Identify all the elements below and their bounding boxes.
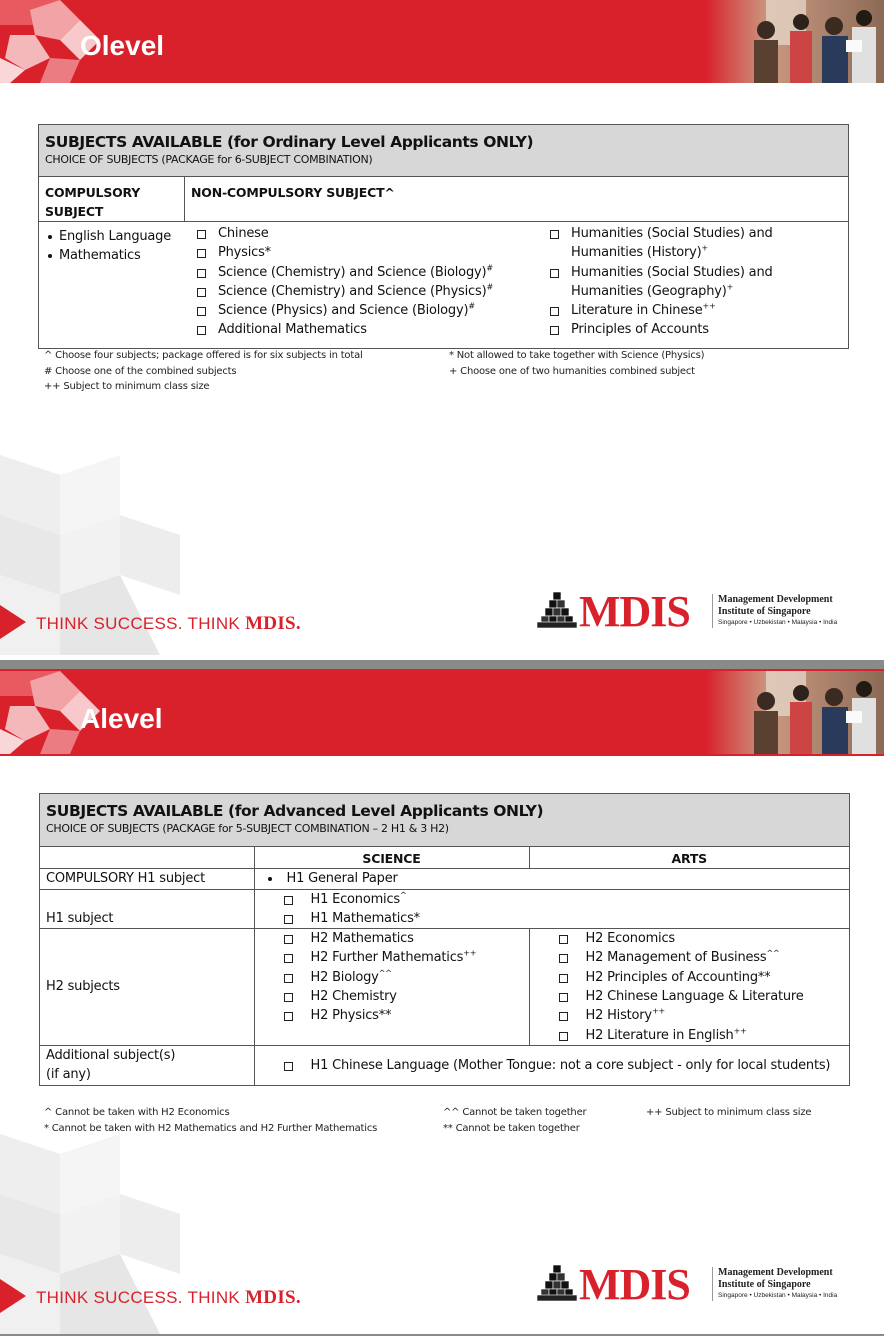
checkbox-item: Science (Chemistry) and Science (Biology)# — [196, 263, 493, 282]
checkbox-item: Humanities (Social Studies) and Humanities (History)+ — [549, 224, 773, 263]
footnote: ^^ Cannot be taken together — [443, 1107, 587, 1118]
additional-cell — [254, 1045, 849, 1084]
alevel-subjects-panel — [39, 793, 850, 1086]
column-divider — [184, 177, 185, 221]
banner-title: Alevel — [80, 703, 163, 734]
footnote: ** Cannot be taken together — [443, 1122, 580, 1134]
checkbox-item: Additional Mathematics — [196, 320, 493, 339]
olevel-slide — [0, 0, 884, 660]
panel-title: SUBJECTS AVAILABLE (for Advanced Level Applicants ONLY) — [46, 802, 544, 820]
panel-subtitle: CHOICE OF SUBJECTS (PACKAGE for 6-SUBJECT COMBINATION) — [45, 153, 373, 166]
row-label: Additional subject(s) (if any) — [40, 1045, 254, 1084]
alevel-slide — [0, 669, 884, 1334]
olevel-subject-grid — [39, 177, 848, 348]
mdis-logo — [537, 1260, 857, 1309]
footnote: ++ Subject to minimum class size — [646, 1107, 812, 1118]
alevel-notes-col1 — [44, 1105, 377, 1136]
table-row — [40, 869, 849, 889]
checkbox-item: H2 Further Mathematics++ — [261, 948, 523, 967]
footnote: * Cannot be taken with H2 Mathematics and H2 Further Mathematics — [44, 1122, 378, 1134]
checkbox-item: Science (Chemistry) and Science (Physics)# — [196, 282, 493, 301]
slogan — [0, 605, 360, 639]
olevel-notes-right — [449, 348, 704, 379]
checkbox-item: H2 Chinese Language & Literature — [536, 987, 844, 1006]
students-photo — [706, 0, 884, 83]
checkbox-item: Humanities (Social Studies) and Humanities (Geography)+ — [549, 263, 773, 302]
footnote: ^ Cannot be taken with H2 Economics — [44, 1107, 230, 1118]
alevel-notes-col3 — [646, 1105, 811, 1121]
table-row — [40, 1045, 849, 1084]
arts-header: ARTS — [529, 847, 849, 869]
checkbox-item: H2 Chemistry — [261, 987, 523, 1006]
checkbox-item: H2 History++ — [536, 1006, 844, 1025]
h2-science-cell — [254, 929, 529, 1046]
arrow-icon — [0, 605, 26, 639]
logo-fullname: Management Development Institute of Singapore — [718, 594, 833, 617]
h1-cell — [254, 889, 849, 929]
list-item: English Language — [47, 227, 171, 246]
list-item: Mathematics — [47, 246, 171, 265]
students-photo — [706, 669, 884, 756]
row-label: H1 subject — [40, 889, 254, 929]
olevel-notes-left — [44, 348, 363, 395]
science-header: SCIENCE — [254, 847, 529, 869]
logo-divider — [712, 594, 713, 628]
logo-divider — [712, 1267, 713, 1301]
panel-header — [39, 125, 848, 177]
compulsory-cell — [254, 869, 849, 889]
cubes-logo-icon — [537, 1265, 577, 1303]
checkbox-item: Physics* — [196, 243, 493, 262]
table-row — [40, 889, 849, 929]
panel-title: SUBJECTS AVAILABLE (for Ordinary Level Applicants ONLY) — [45, 133, 534, 151]
logo-countries: Singapore • Uzbekistan • Malaysia • India — [718, 619, 838, 626]
footnote: ^ Choose four subjects; package offered is for six subjects in total — [44, 350, 363, 361]
checkbox-item: H1 Mathematics* — [261, 909, 844, 928]
footnote: ++ Subject to minimum class size — [44, 381, 210, 392]
list-item: H1 General Paper — [261, 869, 844, 888]
slogan-text: THINK SUCCESS. THINK MDIS. — [36, 1287, 301, 1308]
row-divider — [39, 221, 848, 222]
checkbox-item: Science (Physics) and Science (Biology)# — [196, 301, 493, 320]
compulsory-header: COMPULSORY SUBJECT — [45, 185, 141, 219]
footnote: + Choose one of two humanities combined subject — [449, 365, 695, 377]
logo-wordmark: MDIS — [579, 1260, 690, 1309]
checkbox-item: H1 Chinese Language (Mother Tongue: not a core subject - only for local students) — [261, 1056, 844, 1075]
alevel-banner — [0, 669, 884, 756]
alevel-subject-table — [40, 846, 849, 1085]
checkbox-item: Chinese — [196, 224, 493, 243]
mdis-logo — [537, 587, 857, 636]
olevel-subjects-panel — [38, 124, 849, 349]
checkbox-item: H1 Economics^ — [261, 890, 844, 909]
checkbox-item: H2 Literature in English++ — [536, 1026, 844, 1045]
table-header-row — [40, 847, 849, 869]
table-row — [40, 929, 849, 1046]
compulsory-list — [47, 227, 171, 266]
olevel-banner — [0, 0, 884, 83]
checkbox-item: Literature in Chinese++ — [549, 301, 773, 320]
cubes-logo-icon — [537, 592, 577, 630]
checkbox-item: H2 Economics — [536, 929, 844, 948]
checkbox-item: H2 Mathematics — [261, 929, 523, 948]
logo-countries: Singapore • Uzbekistan • Malaysia • India — [718, 1292, 838, 1299]
checkbox-item: H2 Physics** — [261, 1006, 523, 1025]
checkbox-item: H2 Management of Business^^ — [536, 948, 844, 967]
logo-wordmark: MDIS — [579, 587, 690, 636]
alevel-notes-col2 — [443, 1105, 586, 1136]
row-label: COMPULSORY H1 subject — [40, 869, 254, 889]
non-compulsory-header: NON-COMPULSORY SUBJECT^ — [191, 185, 395, 200]
logo-fullname: Management Development Institute of Singapore — [718, 1267, 833, 1290]
slogan — [0, 1279, 360, 1313]
row-label: H2 subjects — [40, 929, 254, 1046]
slogan-text: THINK SUCCESS. THINK MDIS. — [36, 613, 301, 634]
panel-header — [40, 794, 849, 846]
checkbox-item: Principles of Accounts — [549, 320, 773, 339]
footnote: * Not allowed to take together with Science (Physics) — [449, 350, 705, 361]
non-compulsory-right-list — [549, 224, 773, 340]
arrow-icon — [0, 1279, 26, 1313]
checkbox-item: H2 Biology^^ — [261, 968, 523, 987]
checkbox-item: H2 Principles of Accounting** — [536, 968, 844, 987]
empty-header-cell — [40, 847, 254, 869]
panel-subtitle: CHOICE OF SUBJECTS (PACKAGE for 5-SUBJECT COMBINATION – 2 H1 & 3 H2) — [46, 822, 449, 835]
non-compulsory-left-list — [196, 224, 493, 340]
banner-title: Olevel — [80, 30, 165, 61]
h2-arts-cell — [529, 929, 849, 1046]
footnote: # Choose one of the combined subjects — [44, 365, 237, 377]
